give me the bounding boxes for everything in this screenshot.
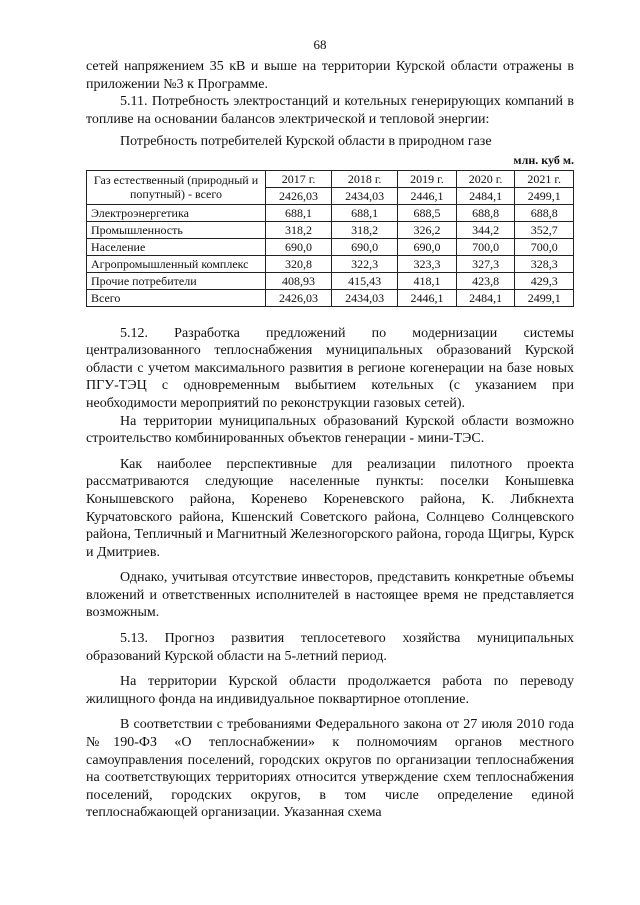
table-cell: 328,3 xyxy=(515,255,574,272)
table-cell: 2434,03 xyxy=(332,289,398,306)
table-cell: 2446,1 xyxy=(398,187,457,204)
paragraph-pilot-project: Как наиболее перспективные для реализации пилотного проекта рассматриваются следующие населенные пункты: поселки Конышевка Конышевского района, Кореневo Кореневского района, К. Либкнехта Курчатовского района, Кшенский Советского района, Солнцево Солнцевского района, Тепличный и Магнитный Железногорского района, города Щигры, Курск и Дмитриев. xyxy=(86,456,574,560)
table-cell: 2499,1 xyxy=(515,187,574,204)
table-cell: 2499,1 xyxy=(515,289,574,306)
table-cell: 415,43 xyxy=(332,272,398,289)
table-cell: 429,3 xyxy=(515,272,574,289)
row-label: Население xyxy=(87,238,266,255)
table-cell: 408,93 xyxy=(266,272,332,289)
row-label: Электроэнергетика xyxy=(87,204,266,221)
page-number: 68 xyxy=(313,37,327,52)
table-row xyxy=(87,272,574,289)
table-caption: Потребность потребителей Курской области в природном газе xyxy=(120,134,492,150)
table-cell: 688,8 xyxy=(515,204,574,221)
table-cell: 700,0 xyxy=(515,238,574,255)
table-row xyxy=(87,289,574,306)
table-row xyxy=(87,204,574,221)
table-cell: 423,8 xyxy=(456,272,515,289)
paragraph-federal-law: В соответствии с требованиями Федерального закона от 27 июля 2010 года №190-ФЗ «О теплоснабжении» к полномочиям органов местного самоуправления поселений, городских округов по организации теплоснабжения на соответствующих территориях относится утверждение схем теплоснабжения поселений, городских округов, в том числе определение единой теплоснабжающей организации. Указанная схема xyxy=(86,717,574,821)
table-cell: 690,0 xyxy=(266,238,332,255)
row-label: Прочие потребители xyxy=(87,272,266,289)
table-cell: 688,1 xyxy=(332,204,398,221)
table-cell: 320,8 xyxy=(266,255,332,272)
paragraph-investors: Однако, учитывая отсутствие инвесторов, представить конкретные объемы вложений и ответственных исполнителей в настоящее время не представляется возможным. xyxy=(86,570,574,621)
paragraph-heating-transfer: На территории Курской области продолжается работа по переводу жилищного фонда на индивидуальное поквартирное отопление. xyxy=(86,674,574,707)
table-cell: 326,2 xyxy=(398,221,457,238)
header-gas-total: Газ естественный (природный и попутный) - всего xyxy=(87,170,266,204)
table-header-row xyxy=(87,170,574,187)
table-row xyxy=(87,238,574,255)
table-cell: 2484,1 xyxy=(456,187,515,204)
row-label: Агропромышленный комплекс xyxy=(87,255,266,272)
table-cell: 322,3 xyxy=(332,255,398,272)
paragraph-5-13: 5.13. Прогноз развития теплосетевого хозяйства муниципальных образований Курской области на 5-летний период. xyxy=(86,631,574,664)
header-year: 2020 г. xyxy=(456,170,515,187)
row-label: Промышленность xyxy=(87,221,266,238)
table-cell: 323,3 xyxy=(398,255,457,272)
header-year: 2017 г. xyxy=(266,170,332,187)
table-row xyxy=(87,221,574,238)
row-label: Всего xyxy=(87,289,266,306)
paragraph-5-12: 5.12. Разработка предложений по модернизации системы централизованного теплоснабжения муниципальных образований Курской области с учетом максимального развития в регионе когенерации на базе новых ПГУ-ТЭЦ с одновременным выбытием котельных (с указанием при необходимости мероприятий по реконструкции газовых сетей). xyxy=(86,325,574,411)
table-cell: 700,0 xyxy=(456,238,515,255)
header-year: 2018 г. xyxy=(332,170,398,187)
table-cell: 327,3 xyxy=(456,255,515,272)
table-cell: 690,0 xyxy=(332,238,398,255)
table-cell: 318,2 xyxy=(266,221,332,238)
table-units: млн. куб м. xyxy=(513,152,574,167)
paragraph-continuation: сетей напряжением 35 кВ и выше на территории Курской области отражены в приложении №3 к Программе. xyxy=(86,59,574,92)
table-cell: 352,7 xyxy=(515,221,574,238)
paragraph-5-11: 5.11. Потребность электростанций и котельных генерирующих компаний в топливе на основании балансов электрической и тепловой энергии: xyxy=(86,94,574,127)
table-cell: 2434,03 xyxy=(332,187,398,204)
document-body xyxy=(86,58,574,822)
table-cell: 2484,1 xyxy=(456,289,515,306)
table-row xyxy=(87,255,574,272)
header-year: 2021 г. xyxy=(515,170,574,187)
table-cell: 688,5 xyxy=(398,204,457,221)
table-cell: 2426,03 xyxy=(266,187,332,204)
table-cell: 418,1 xyxy=(398,272,457,289)
header-year: 2019 г. xyxy=(398,170,457,187)
table-cell: 688,1 xyxy=(266,204,332,221)
table-cell: 2446,1 xyxy=(398,289,457,306)
gas-demand-table xyxy=(86,170,574,307)
paragraph-mini-tes: На территории муниципальных образований Курской области возможно строительство комбинированных объектов генерации - мини-ТЭС. xyxy=(86,413,574,447)
table-cell: 690,0 xyxy=(398,238,457,255)
table-cell: 344,2 xyxy=(456,221,515,238)
table-cell: 2426,03 xyxy=(266,289,332,306)
table-cell: 318,2 xyxy=(332,221,398,238)
table-cell: 688,8 xyxy=(456,204,515,221)
